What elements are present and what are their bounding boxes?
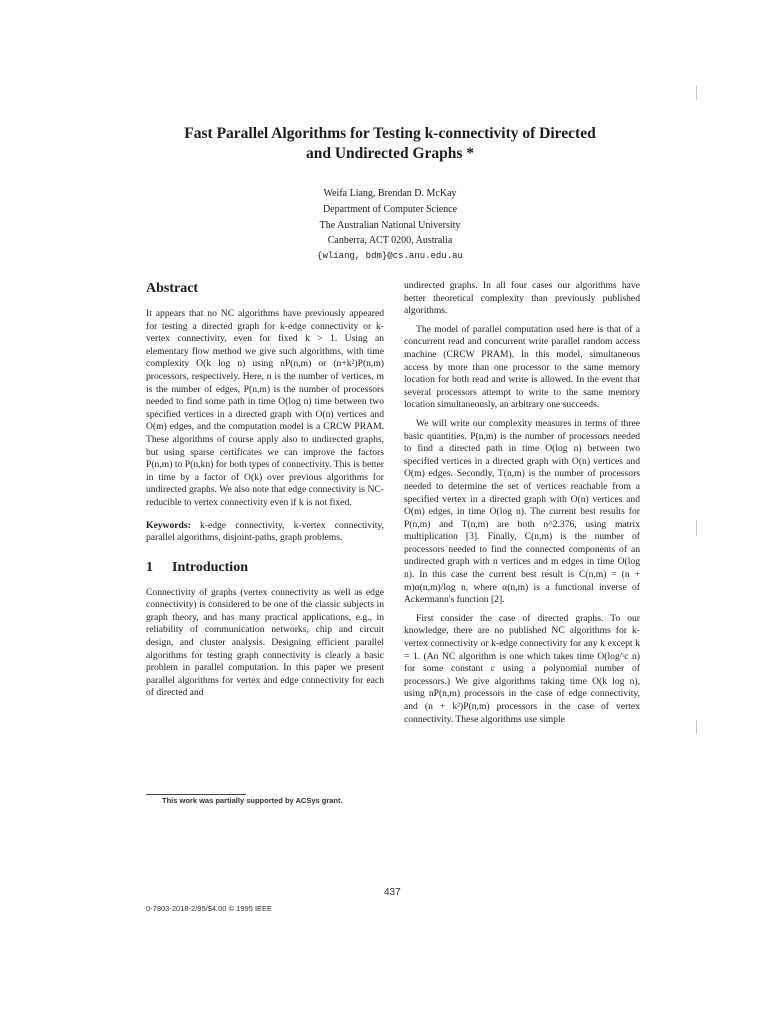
section-number: 1	[146, 559, 153, 575]
page-number: 437	[384, 887, 401, 898]
paper-title	[130, 124, 650, 164]
scan-mark	[696, 720, 697, 734]
author-location: Canberra, ACT 0200, Australia	[327, 235, 453, 247]
section-title: Introduction	[172, 559, 248, 575]
keywords-text: k-edge connectivity, k-vertex connectivity, parallel algorithms, disjoint-paths, graph problems.	[146, 519, 384, 544]
author-names: Weifa Liang, Brendan D. McKay	[323, 188, 457, 199]
introduction-heading	[146, 559, 384, 577]
abstract-text: It appears that no NC algorithms have previously appeared for testing a directed graph for k-edge connectivity or k-vertex connectivity, even for fixed k > 1. Using an elementary flow method we give such algorithms, with time complexity O(k log n) using nP(n,m) or (n+k²)P(n,m) processors, respectively. Here, n is the number of vertices, m is the number of edges, P(n,m) is the number of processors needed to find some path in time O(log n) time between two specified vertices in a directed graph with O(n) vertices and O(m) edges, and the computation model is a CRCW PRAM. These algorithms of course apply also to undirected graphs, but using sparse certificates we can improve the factors P(n,m) to P(n,kn) for both types of connectivity. This is better in time by a factor of O(k) over previous algorithms for undirected graphs. We also note that edge connectivity is NC-reducible to vertex connectivity even if k is not fixed.	[146, 308, 384, 508]
copyright-notice: 0-7803-2018-2/95/$4.00 © 1995 IEEE	[146, 904, 273, 913]
author-university: The Australian National University	[319, 219, 461, 231]
left-column	[146, 280, 384, 706]
author-department: Department of Computer Science	[322, 203, 458, 215]
scan-mark	[696, 86, 697, 100]
keywords	[146, 520, 384, 545]
right-paragraph-1: undirected graphs. In all four cases our algorithms have better theoretical complexity than previously published algorithms.	[404, 280, 640, 317]
right-column	[404, 280, 640, 732]
title-line-1: Fast Parallel Algorithms for Testing k-connectivity of Directed	[184, 125, 596, 142]
title-line-2: and Undirected Graphs *	[305, 145, 475, 162]
footnote-rule	[146, 794, 246, 795]
introduction-text: Connectivity of graphs (vertex connectivity as well as edge connectivity) is considered to be one of the classic subjects in graph theory, and has many practical applications, e.g., in reliability of communication networks, chip and circuit design, and cluster analysis. Designing efficient parallel algorithms for testing graph connectivity is clearly a basic problem in parallel computation. In this paper we present parallel algorithms for vertex and edge connectivity for each of directed and	[146, 586, 384, 699]
scan-mark	[696, 520, 697, 536]
right-paragraph-3: We will write our complexity measures in terms of three basic quantities. P(n,m) is the number of processors needed to find a directed path in time O(log n) between two specified vertices in a directed graph with O(n) vertices and O(m) edges. Secondly, T(n,m) is the number of processors needed to determine the set of vertices reachable from a specified vertex in a directed graph with O(n) vertices and O(m) edges, in time O(log n). The current best results for P(n,m) and T(n,m) are both n^2.376, using matrix multiplication [3]. Finally, C(n,m) is the number of processors needed to find the connected components of an undirected graph with n vertices and m edges in time O(log n). In this case the current best result is C(n,m) = (n + m)α(n,m)/log n, where α(n,m) is a functional inverse of Ackermann's function [2].	[404, 417, 640, 606]
right-paragraph-4: First consider the case of directed graphs. To our knowledge, there are no published NC algorithms for k-vertex connectivity or k-edge connectivity for any k except k = 1. (An NC algorithm is one which takes time O(log^c n) for some constant c using a polynomial number of processors.) We give algorithms taking time O(k log n), using nP(n,m) processors in the case of edge connectivity, and (n + k²)P(n,m) processors in the case of vertex connectivity. These algorithms use simple	[404, 612, 640, 725]
author-block	[240, 186, 540, 265]
abstract-heading: Abstract	[146, 281, 199, 296]
right-paragraph-2: The model of parallel computation used here is that of a concurrent read and concurrent write parallel random access machine (CRCW PRAM). In this model, simultaneous access by more than one processor to the same memory location for both read and write is allowed. In the event that several processors attempt to write to the same memory location simultaneously, an arbitrary one succeeds.	[404, 323, 640, 411]
footnote: This work was partially supported by ACSys grant.	[162, 796, 343, 805]
keywords-label: Keywords:	[146, 519, 191, 531]
author-email: {wliang, bdm}@cs.anu.edu.au	[317, 251, 463, 262]
